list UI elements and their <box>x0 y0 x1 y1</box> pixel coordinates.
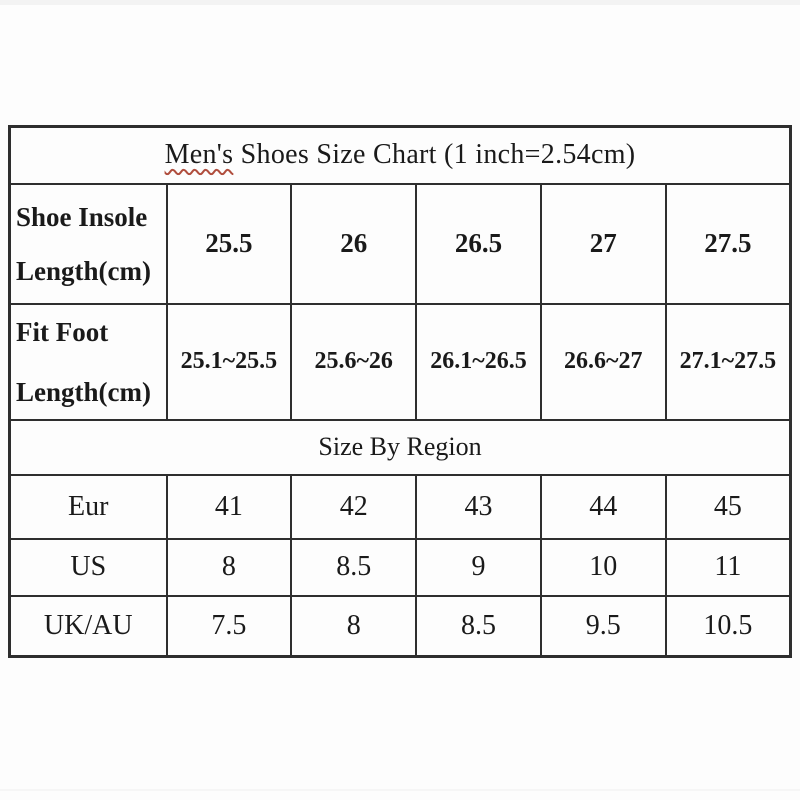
table-row-eur <box>10 475 791 539</box>
uk-au-value-cell: 8 <box>291 596 416 657</box>
eur-label-cell: Eur <box>10 475 167 539</box>
fit-value-cell: 26.6~27 <box>541 304 666 420</box>
us-value-cell: 8 <box>167 539 292 596</box>
scan-artifact-bottom-line <box>0 789 800 791</box>
size-by-region-header-cell: Size By Region <box>10 420 791 475</box>
fit-value-cell: 25.1~25.5 <box>167 304 292 420</box>
uk-au-value-cell: 9.5 <box>541 596 666 657</box>
fit-value-cell: 25.6~26 <box>291 304 416 420</box>
uk-au-value-cell: 8.5 <box>416 596 541 657</box>
uk-au-value-cell: 7.5 <box>167 596 292 657</box>
eur-value-cell: 45 <box>666 475 791 539</box>
table-row-fit-foot-length <box>10 304 791 420</box>
scan-artifact-top-strip <box>0 0 800 5</box>
insole-label-line2: Length(cm) <box>16 255 151 286</box>
uk-au-value-cell: 10.5 <box>666 596 791 657</box>
us-value-cell: 8.5 <box>291 539 416 596</box>
fit-label-line2: Length(cm) <box>16 376 151 407</box>
insole-row-label-cell <box>10 184 167 304</box>
us-value-cell: 10 <box>541 539 666 596</box>
table-row-shoe-insole-length <box>10 184 791 304</box>
us-value-cell: 9 <box>416 539 541 596</box>
fit-row-label-cell <box>10 304 167 420</box>
fit-value-cell: 27.1~27.5 <box>666 304 791 420</box>
table-row-size-by-region <box>10 420 791 475</box>
eur-value-cell: 41 <box>167 475 292 539</box>
eur-value-cell: 43 <box>416 475 541 539</box>
fit-value-cell: 26.1~26.5 <box>416 304 541 420</box>
uk-au-label-cell: UK/AU <box>10 596 167 657</box>
table-row-us <box>10 539 791 596</box>
size-chart-table <box>8 125 792 658</box>
insole-value-cell: 26 <box>291 184 416 304</box>
chart-title-rest: Shoes Size Chart (1 inch=2.54cm) <box>233 139 636 171</box>
table-row-uk-au <box>10 596 791 657</box>
fit-row-label <box>16 315 166 409</box>
us-value-cell: 11 <box>666 539 791 596</box>
insole-value-cell: 27.5 <box>666 184 791 304</box>
table-row-title <box>10 127 791 184</box>
chart-title-cell <box>10 127 791 184</box>
title-word-spellcheck-squiggle: Men's <box>164 139 234 171</box>
chart-title <box>165 139 636 170</box>
eur-value-cell: 44 <box>541 475 666 539</box>
insole-label-line1: Shoe Insole <box>16 201 148 232</box>
insole-value-cell: 25.5 <box>167 184 292 304</box>
us-label-cell: US <box>10 539 167 596</box>
insole-value-cell: 27 <box>541 184 666 304</box>
insole-value-cell: 26.5 <box>416 184 541 304</box>
fit-label-line1: Fit Foot <box>16 316 109 347</box>
eur-value-cell: 42 <box>291 475 416 539</box>
insole-row-label <box>16 200 166 288</box>
